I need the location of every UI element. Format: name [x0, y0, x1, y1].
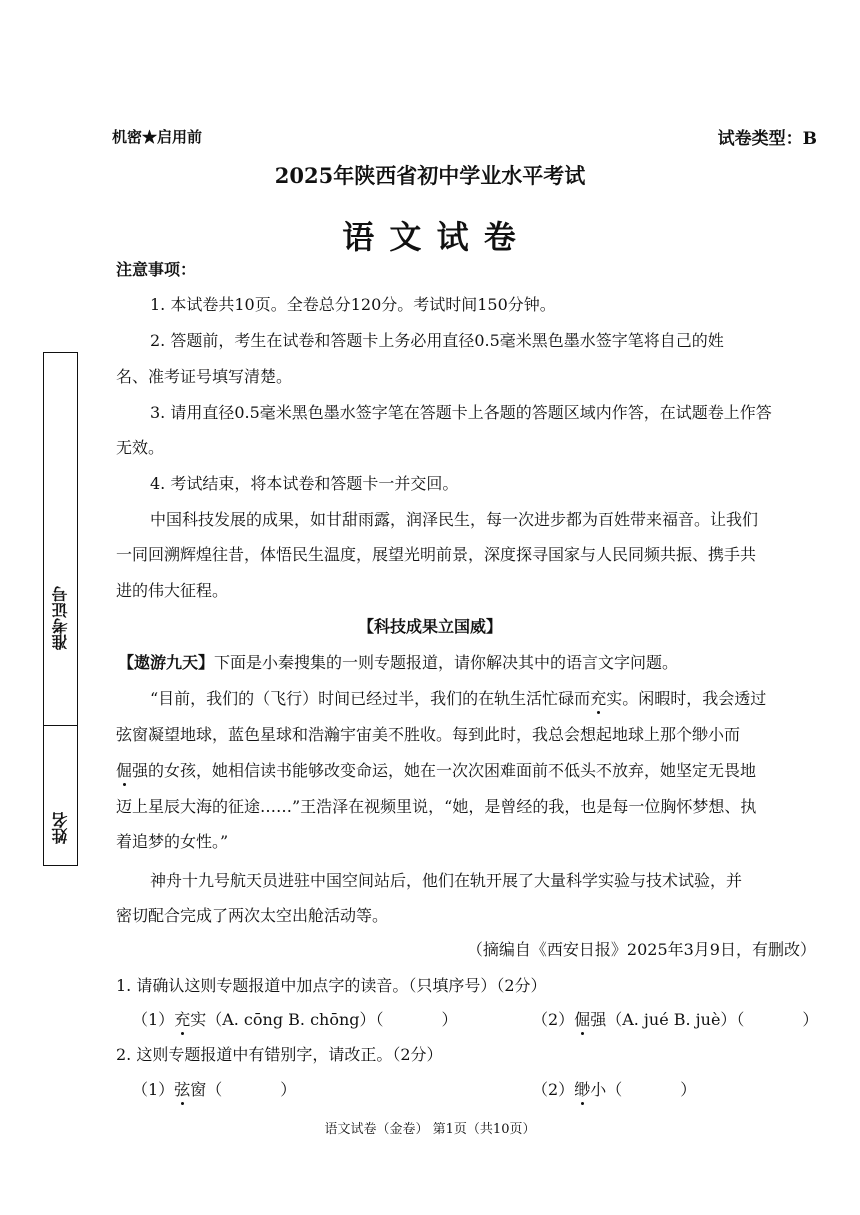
report-text: 强的女孩，她相信读书能够改变命运，她在一次次困难面前不低头不放弃，她坚定无畏地 — [132, 761, 757, 780]
question-2-stem: 2. 这则专题报道中有错别字，请改正。（2分） — [116, 1045, 443, 1064]
paper-type-label: 试卷类型：B — [717, 129, 817, 149]
dotted-char: 倔 — [116, 761, 133, 780]
option-text: 窗（ — [190, 1080, 223, 1099]
question-1-option-2 — [532, 1012, 818, 1028]
intro-line: 中国科技发展的成果，如甘甜雨露，润泽民生，每一次进步都为百姓带来福音。让我们 — [150, 510, 759, 529]
option-text: 小（ — [590, 1080, 623, 1099]
report-line: 密切配合完成了两次太空出舱活动等。 — [116, 906, 389, 925]
report-text: “目前，我们的（飞行）时间已经过半，我们的在轨生活忙碌而 — [150, 689, 591, 708]
notice-item: 名、准考证号填写清楚。 — [116, 367, 293, 386]
exam-id-label: 准考证号 — [51, 586, 70, 650]
question-1-option-1 — [132, 1012, 458, 1028]
task-intro — [118, 655, 678, 671]
dotted-char: 缈 — [574, 1080, 591, 1099]
report-line: 神舟十九号航天员进驻中国空间站后，他们在轨开展了大量科学实验与技术试验，并 — [150, 871, 743, 890]
option-bracket: ） — [441, 1010, 458, 1029]
option-number: （2） — [532, 1080, 575, 1099]
option-bracket: ） — [280, 1080, 297, 1099]
notice-heading: 注意事项： — [116, 260, 197, 279]
option-text: 强（A. jué B. juè）（ — [590, 1010, 745, 1029]
report-line — [116, 763, 756, 779]
source-citation: （摘编自《西安日报》2025年3月9日，有删改） — [466, 940, 816, 959]
dotted-char: 弦 — [174, 1080, 191, 1099]
option-number: （1） — [132, 1080, 175, 1099]
intro-line: 进的伟大征程。 — [116, 581, 229, 600]
intro-line: 一同回溯辉煌往昔，体悟民生温度，展望光明前景，深度探寻国家与人民同频共振、携手共 — [116, 545, 757, 564]
task-text: 下面是小秦搜集的一则专题报道，请你解决其中的语言文字问题。 — [214, 653, 679, 672]
report-line: 着追梦的女性。” — [116, 832, 229, 851]
question-1-stem: 1. 请确认这则专题报道中加点字的读音。（只填序号）（2分） — [116, 976, 547, 995]
report-line: 弦窗凝望地球，蓝色星球和浩瀚宇宙美不胜收。每到此时，我总会想起地球上那个缈小而 — [116, 725, 741, 744]
name-label: 姓名 — [51, 812, 70, 844]
notice-item: 3. 请用直径0.5毫米黑色墨水签字笔在答题卡上各题的答题区域内作答，在试题卷上作答 — [150, 403, 772, 422]
option-text: 实（A. cōng B. chōng）（ — [190, 1010, 384, 1029]
notice-item: 无效。 — [116, 438, 165, 457]
report-text: 实。闲暇时，我会透过 — [606, 689, 767, 708]
option-number: （1） — [132, 1010, 175, 1029]
option-number: （2） — [532, 1010, 575, 1029]
report-line — [150, 691, 766, 707]
dotted-char: 倔 — [574, 1010, 591, 1029]
notice-item: 4. 考试结束，将本试卷和答题卡一并交回。 — [150, 474, 459, 493]
task-label: 【遨游九天】 — [118, 653, 215, 672]
notice-item: 1. 本试卷共10页。全卷总分120分。考试时间150分钟。 — [150, 295, 556, 314]
exam-title: 2025年陕西省初中学业水平考试 — [274, 163, 586, 188]
question-2-option-2 — [532, 1082, 696, 1098]
notice-item: 2. 答题前，考生在试卷和答题卡上务必用直径0.5毫米黑色墨水签字笔将自己的姓 — [150, 331, 724, 350]
page-footer: 语文试卷（金卷） 第1页（共10页） — [324, 1122, 536, 1137]
section-title: 【科技成果立国威】 — [357, 617, 502, 636]
subject-title: 语 文 试 卷 — [342, 218, 518, 256]
question-2-option-1 — [132, 1082, 296, 1098]
dotted-char: 充 — [174, 1010, 191, 1029]
binding-info-box — [43, 352, 78, 866]
option-bracket: ） — [802, 1010, 819, 1029]
confidential-label: 机密★启用前 — [112, 128, 203, 146]
dotted-char: 充 — [590, 689, 607, 708]
option-bracket: ） — [680, 1080, 697, 1099]
report-line: 迈上星辰大海的征途……”王浩泽在视频里说，“她，是曾经的我，也是每一位胸怀梦想、执 — [116, 797, 757, 816]
divider — [44, 725, 77, 726]
